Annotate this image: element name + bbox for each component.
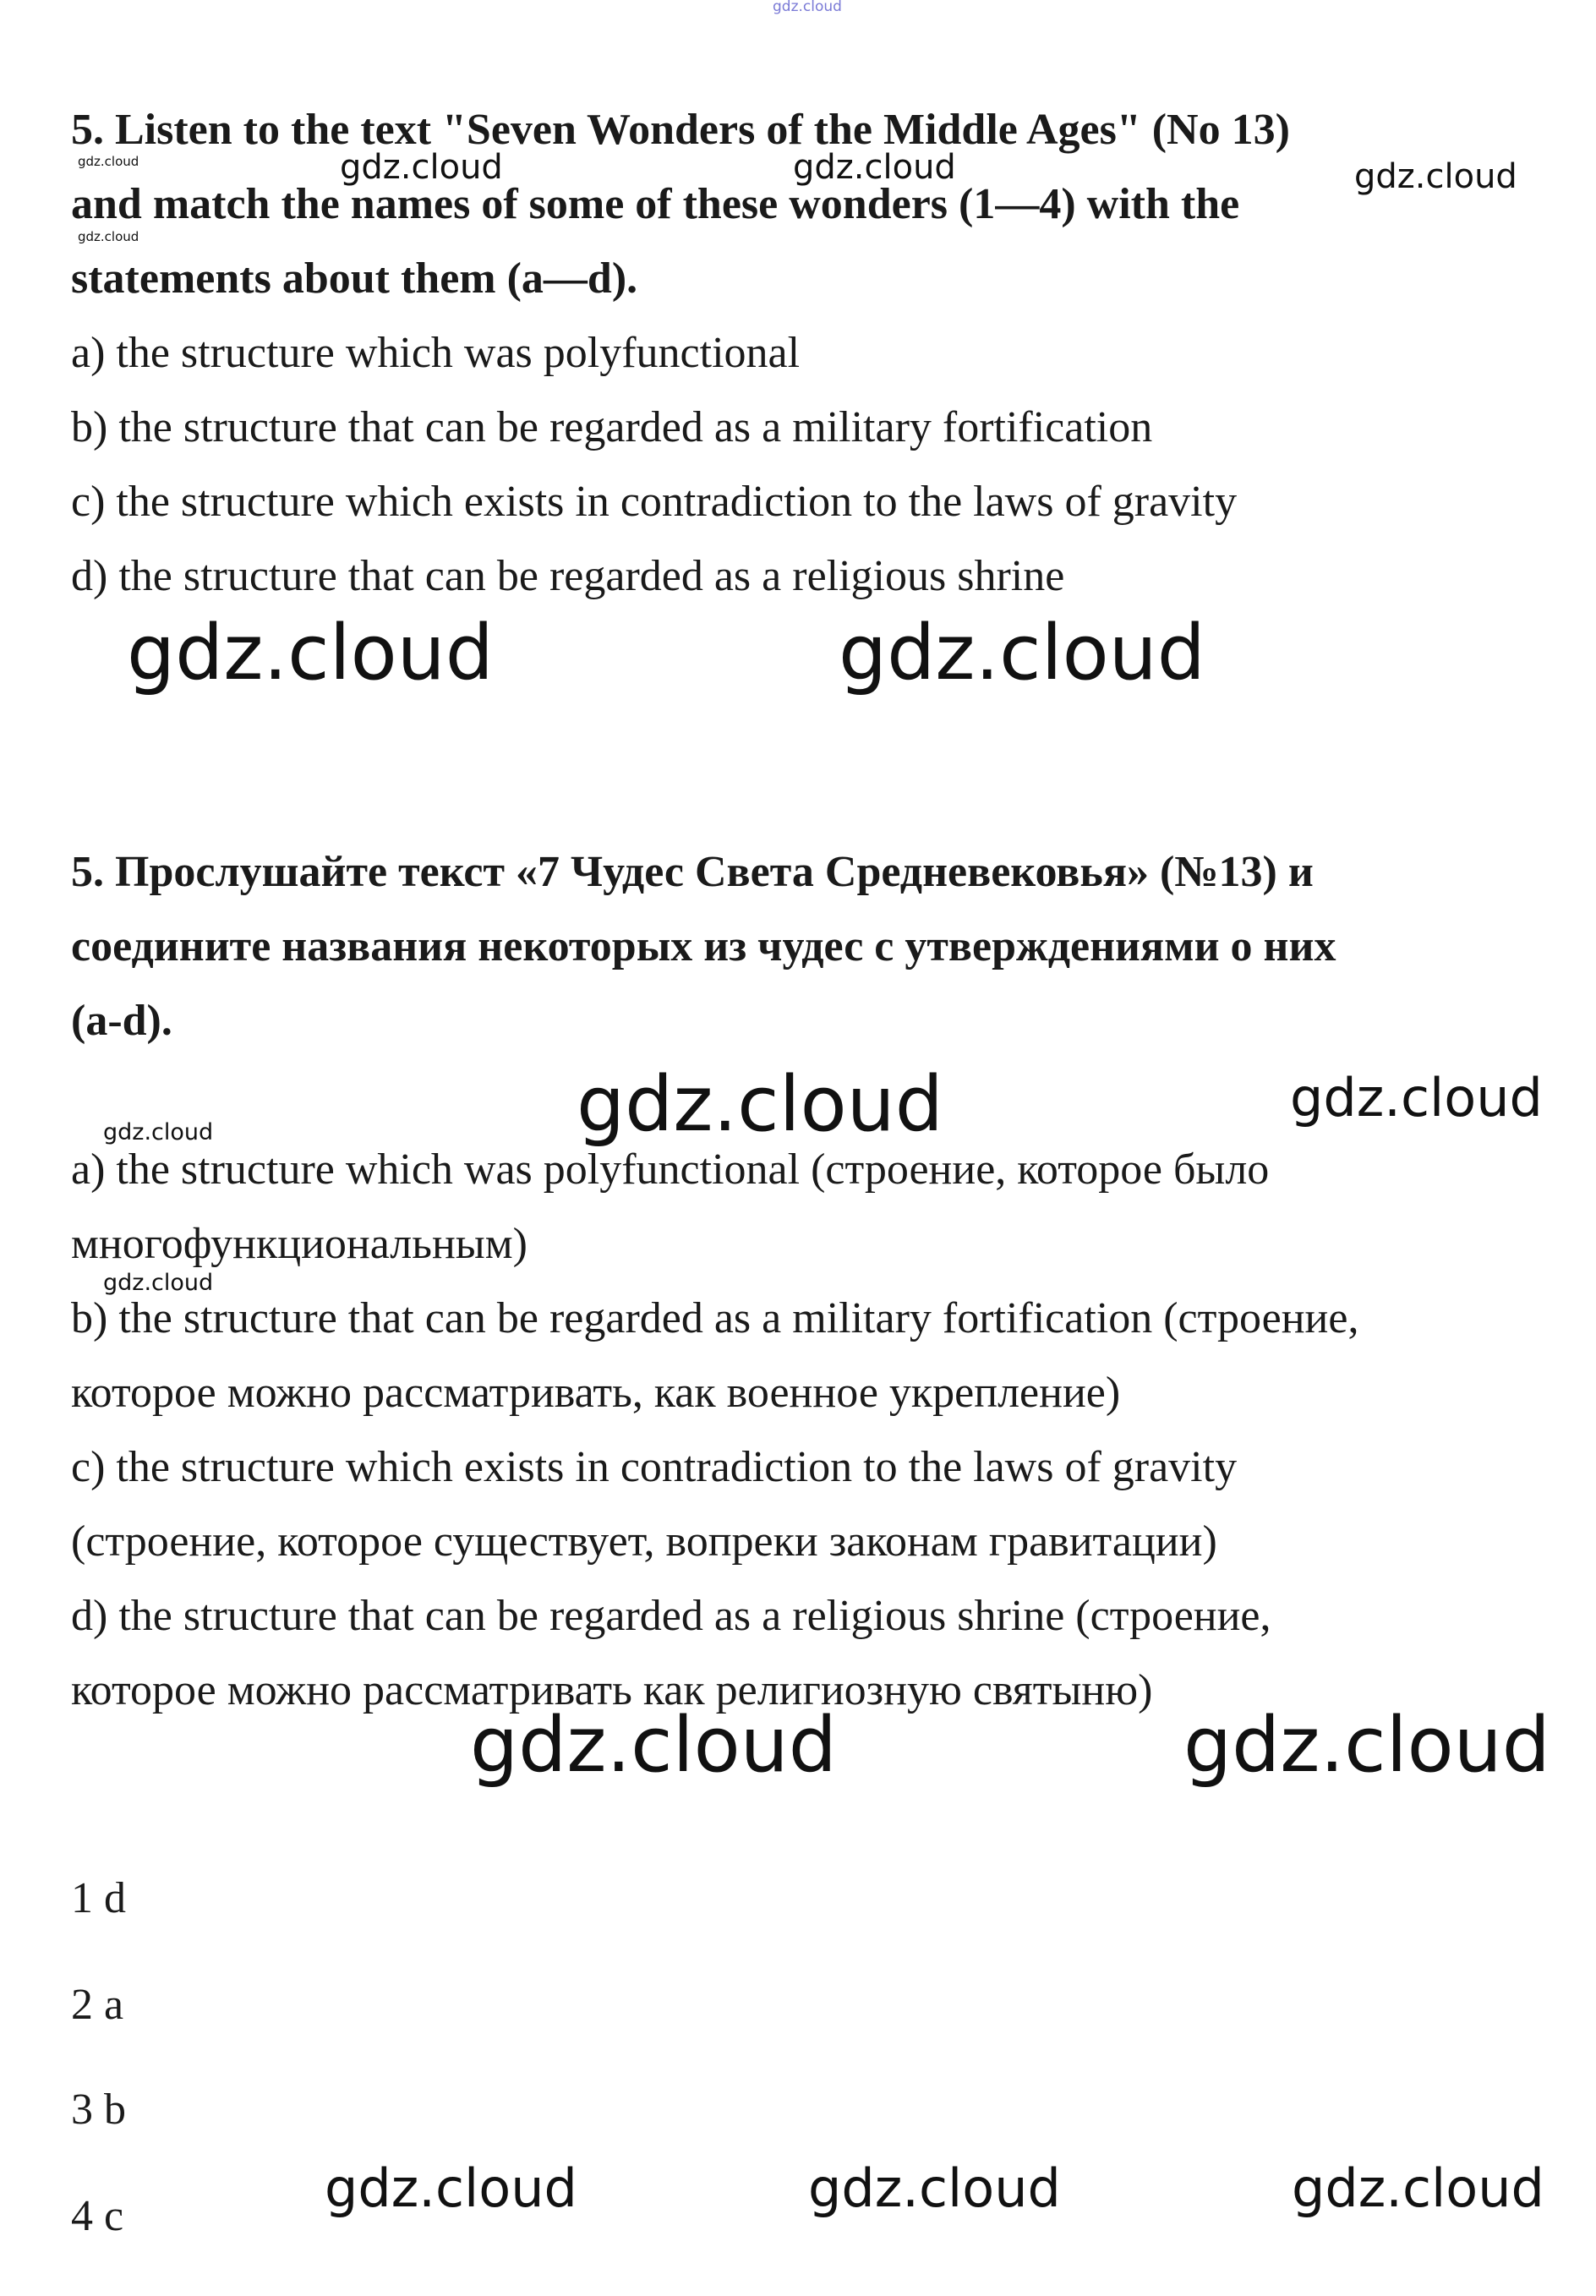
watermark: gdz.cloud bbox=[577, 1060, 943, 1149]
answer-2: 2 a bbox=[71, 1981, 124, 2029]
russian-statement-c-line-1: c) the structure which exists in contradiction to the laws of gravity bbox=[71, 1443, 1238, 1491]
english-statement-d: d) the structure that can be regarded as a religious shrine bbox=[71, 552, 1065, 600]
english-statement-c: c) the structure which exists in contradiction to the laws of gravity bbox=[71, 478, 1238, 526]
english-heading-line-2: and match the names of some of these wonders (1—4) with the bbox=[71, 180, 1240, 228]
english-heading-line-1: 5. Listen to the text "Seven Wonders of the Middle Ages" (No 13) bbox=[71, 106, 1290, 154]
watermark: gdz.cloud bbox=[808, 2157, 1061, 2219]
answer-3: 3 b bbox=[71, 2086, 126, 2134]
russian-statement-d-line-2: которое можно рассматривать как религиозную святыню) bbox=[71, 1666, 1153, 1714]
watermark: gdz.cloud bbox=[793, 148, 956, 187]
answer-1: 1 d bbox=[71, 1874, 126, 1922]
watermark: gdz.cloud bbox=[1292, 2157, 1544, 2219]
english-heading-line-3: statements about them (a—d). bbox=[71, 254, 638, 303]
watermark: gdz.cloud bbox=[1290, 1067, 1543, 1129]
english-statement-b: b) the structure that can be regarded as a military fortification bbox=[71, 403, 1153, 451]
watermark: gdz.cloud bbox=[78, 229, 139, 244]
russian-heading-line-2: соедините названия некоторых из чудес с утверждениями о них bbox=[71, 922, 1336, 970]
russian-statement-a-line-2: многофункциональным) bbox=[71, 1220, 527, 1268]
watermark: gdz.cloud bbox=[103, 1119, 214, 1145]
russian-heading-line-1: 5. Прослушайте текст «7 Чудес Света Средневековья» (№13) и bbox=[71, 848, 1314, 896]
russian-statement-b-line-1: b) the structure that can be regarded as a military fortification (строение, bbox=[71, 1294, 1359, 1342]
watermark: gdz.cloud bbox=[470, 1701, 837, 1790]
watermark: gdz.cloud bbox=[1354, 157, 1517, 196]
russian-statement-b-line-2: которое можно рассматривать, как военное укрепление) bbox=[71, 1369, 1121, 1417]
watermark: gdz.cloud bbox=[340, 148, 503, 187]
watermark: gdz.cloud bbox=[103, 1270, 214, 1296]
watermark: gdz.cloud bbox=[1183, 1701, 1550, 1790]
russian-statement-d-line-1: d) the structure that can be regarded as a religious shrine (строение, bbox=[71, 1592, 1271, 1640]
russian-statement-c-line-2: (строение, которое существует, вопреки законам гравитации) bbox=[71, 1517, 1217, 1566]
russian-heading-line-3: (a-d). bbox=[71, 997, 172, 1045]
watermark: gdz.cloud bbox=[127, 609, 494, 697]
answer-4: 4 c bbox=[71, 2192, 124, 2240]
english-statement-a: a) the structure which was polyfunctional bbox=[71, 329, 801, 377]
russian-statement-a-line-1: a) the structure which was polyfunctional (строение, которое было bbox=[71, 1145, 1270, 1194]
watermark: gdz.cloud bbox=[78, 154, 139, 169]
watermark: gdz.cloud bbox=[839, 609, 1205, 697]
watermark: gdz.cloud bbox=[325, 2157, 577, 2219]
header-watermark: gdz.cloud bbox=[773, 0, 842, 15]
